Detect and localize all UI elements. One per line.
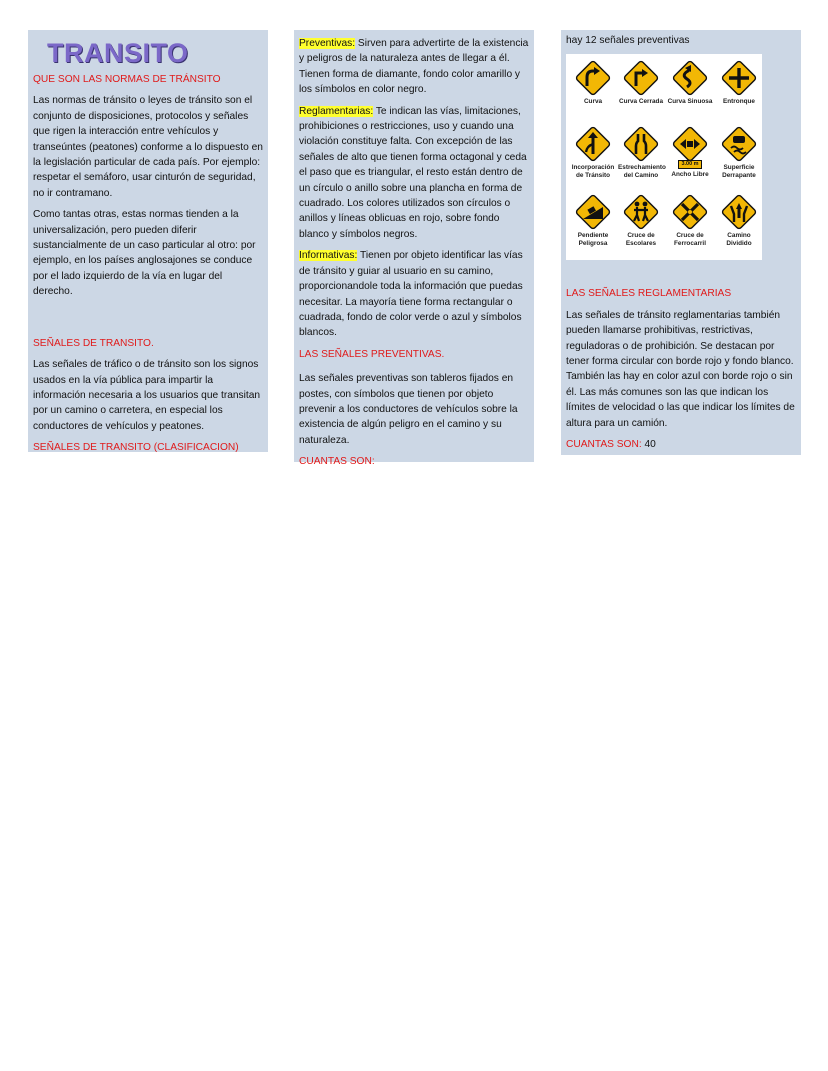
sign-label: Camino Dividido	[726, 232, 752, 248]
intro-text: hay 12 señales preventivas	[566, 35, 690, 46]
sign-label: Pendiente Peligrosa	[577, 232, 609, 248]
text-reglamentarias: Te indican las vías, limitaciones, prohibiciones o restricciones, uso y cuando una violación constituye falta. Con excepción de las señales de alto que tienen forma octagonal y ceda el paso que es triangular, el resto están dentro de un círculo o anillo sobre una plancha en forma de cuadrado. Los colores utilizados son círculos o anillos y líneas oblicuas en rojo, sobre fondo blanco y símbolos negros.	[299, 105, 527, 240]
sign-winding-road-arrow	[667, 60, 713, 106]
cuantas-line	[566, 437, 796, 452]
column-1	[28, 30, 268, 452]
heading-normas: QUE SON LAS NORMAS DE TRÁNSITO	[33, 74, 221, 85]
sign-label: Curva Cerrada	[618, 98, 664, 106]
sign-merge	[570, 126, 616, 180]
paragraph-reglamentarias-desc: Las señales de tránsito reglamentarias también pueden llamarse prohibitivas, restrictivas, reguladoras o de prohibición. Se destacan por tener forma circular con borde rojo y fondo blanco. También las hay en color azul con borde rojo o sin él. Las más comunes son las que indican los límites de velocidad o las que indicar los límites de altura para un camión.	[566, 309, 795, 429]
cuantas-value: 40	[644, 439, 656, 451]
heading-reglamentarias: LAS SEÑALES REGLAMENTARIAS	[566, 288, 732, 300]
sign-label: Entronque	[723, 98, 755, 106]
sign-crossroad	[716, 60, 762, 106]
width-limit-icon	[667, 126, 713, 162]
paragraph-reglamentarias	[299, 104, 529, 243]
sign-steep-hill	[570, 194, 616, 248]
label-reglamentarias: Reglamentarias:	[299, 105, 374, 117]
steep-hill-icon	[570, 194, 616, 230]
sharp-curve-arrow-icon	[618, 60, 664, 96]
slippery-road-icon	[716, 126, 762, 162]
width-plate: 3.00 m	[678, 160, 702, 169]
sign-curve-right-arrow	[570, 60, 616, 106]
paragraph-normas-1: Las normas de tránsito o leyes de tránsito son el conjunto de disposiciones, protocolos y señales que rigen la interacción entre vehículos y transeúntes (peatones) conforme a lo dispuesto en la legislación particular de cada país. Por ejemplo: respetar el semáforo, usar cinturón de seguridad, no ir contramano.	[33, 95, 263, 199]
road-narrows-icon	[618, 126, 664, 162]
text-preventivas: Sirven para advertirte de la existencia y peligros de la naturaleza antes de llegar a él. Tienen forma de diamante, fondo color amarillo y los símbolos en color negro.	[299, 38, 529, 96]
sign-sharp-curve-arrow	[618, 60, 664, 106]
text-informativas: Tienen por objeto identificar las vías de tránsito y guiar al usuario en su camino, proporcionandole toda la información que puedas necesitar. La mayoría tiene forma rectangular o cuadrada, fondo de color verde o azul y símbolos blancos.	[299, 250, 523, 339]
curve-right-arrow-icon	[570, 60, 616, 96]
sign-label: Superficie Derrapante	[722, 164, 756, 180]
heading-clasificacion: SEÑALES DE TRANSITO (CLASIFICACION)	[33, 442, 239, 454]
sign-label: Cruce de Escolares	[625, 232, 657, 248]
column-2	[294, 30, 534, 468]
column-3	[561, 30, 801, 455]
sign-label: Incorporación de Tránsito	[571, 164, 615, 180]
paragraph-normas-2: Como tantas otras, estas normas tienden a la universalización, pero pueden diferir sustancialmente de un caso particular al otro: por ejemplo, en los países anglosajones se conduce por el lado izquierdo de la vía en lugar del derecho.	[33, 209, 256, 298]
sign-divided-road	[716, 194, 762, 248]
heading-cuantas: CUANTAS SON:	[299, 456, 375, 468]
heading-senales: SEÑALES DE TRANSITO.	[33, 337, 154, 349]
sign-label: Ancho Libre	[671, 171, 709, 179]
sign-label: Cruce de Ferrocarril	[674, 232, 706, 248]
railroad-crossing-icon	[667, 194, 713, 230]
cuantas-label: CUANTAS SON:	[566, 439, 642, 451]
sign-railroad-crossing	[667, 194, 713, 248]
paragraph-senales: Las señales de tráfico o de tránsito son los signos usados en la vía pública para impartir la información necesaria a los usuarios que transitan por un camino o carretera, en especial los conductores de vehículos y peatones.	[33, 359, 261, 432]
sign-label: Curva Sinuosa	[667, 98, 713, 106]
winding-road-arrow-icon	[667, 60, 713, 96]
page-title: TRANSITO	[47, 38, 189, 68]
merge-icon	[570, 126, 616, 162]
paragraph-preventivas-desc: Las señales preventivas son tableros fijados en postes, con símbolos que tienen por objeto prevenir a los conductores de vehículos sobre la existencia de algún peligro en el camino y su naturaleza.	[299, 373, 518, 446]
label-informativas: Informativas:	[299, 250, 358, 262]
paragraph-preventivas	[299, 36, 529, 98]
sign-slippery-road	[716, 126, 762, 180]
sign-label: Estrechamiento del Camino	[618, 164, 666, 180]
heading-preventivas: LAS SEÑALES PREVENTIVAS.	[299, 348, 445, 360]
sign-label: Curva	[583, 98, 603, 106]
sign-road-narrows	[618, 126, 664, 180]
sign-width-limit	[667, 126, 713, 179]
preventive-signs-chart	[566, 54, 762, 260]
crossroad-icon	[716, 60, 762, 96]
sign-school-crossing	[618, 194, 664, 248]
divided-road-icon	[716, 194, 762, 230]
paragraph-informativas	[299, 248, 529, 340]
school-crossing-icon	[618, 194, 664, 230]
label-preventivas: Preventivas:	[299, 38, 356, 49]
